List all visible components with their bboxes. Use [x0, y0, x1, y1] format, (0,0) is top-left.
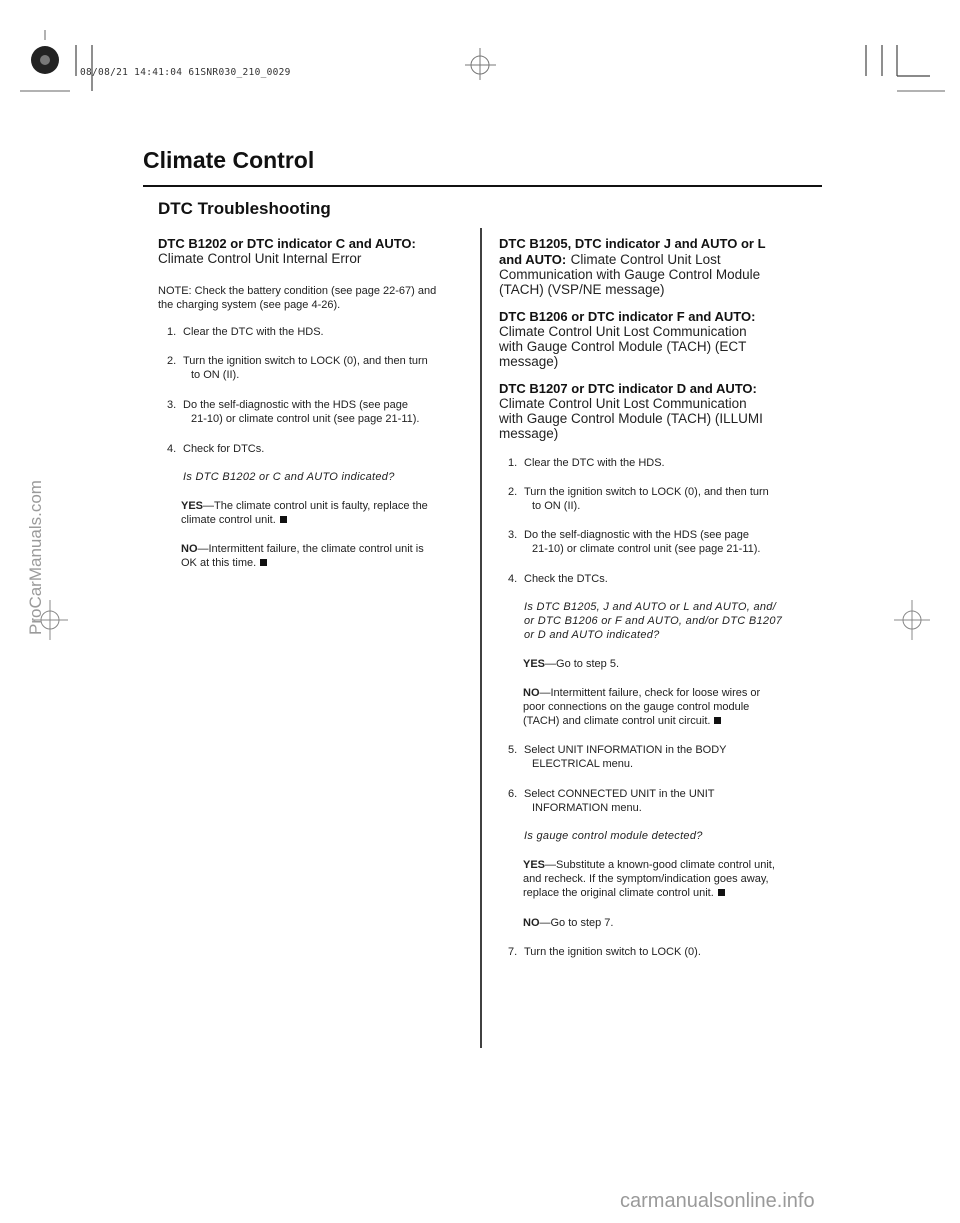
step-item: 7. Turn the ignition switch to LOCK (0). — [508, 946, 701, 958]
yes-answer: YES—Substitute a known-good climate control unit, — [523, 859, 775, 871]
end-mark-icon — [714, 717, 721, 724]
yes-answer-cont: replace the original climate control unit. — [523, 886, 725, 900]
note-line: the charging system (see page 4-26). — [158, 299, 341, 311]
step-item: 1. Clear the DTC with the HDS. — [167, 326, 324, 338]
yes-answer-cont: climate control unit. — [181, 513, 287, 527]
dtc-subheading: message) — [499, 426, 559, 441]
end-mark-icon — [718, 889, 725, 896]
no-answer: NO—Go to step 7. — [523, 917, 614, 929]
dtc-subheading: message) — [499, 354, 559, 369]
question: Is DTC B1205, J and AUTO or L and AUTO, and/ — [524, 601, 777, 613]
end-mark-icon — [260, 559, 267, 566]
dtc-heading: DTC B1202 or DTC indicator C and AUTO: — [158, 236, 416, 251]
end-mark-icon — [280, 516, 287, 523]
step-item: 2. Turn the ignition switch to LOCK (0), and then turn to ON (II). — [167, 355, 428, 381]
step-item: 4. Check for DTCs. — [167, 443, 265, 455]
watermark-side: ProCarManuals.com — [26, 480, 45, 635]
question: or D and AUTO indicated? — [524, 629, 660, 641]
no-answer-cont: OK at this time. — [181, 556, 267, 570]
step-item: 3. Do the self-diagnostic with the HDS (see page 21-10) or climate control unit (see page 21-11). — [167, 399, 420, 425]
print-stamp: 08/08/21 14:41:04 61SNR030_210_0029 — [80, 67, 291, 78]
yes-answer: YES—The climate control unit is faulty, replace the — [181, 500, 428, 512]
step-item: 1. Clear the DTC with the HDS. — [508, 457, 665, 469]
step-item: 4. Check the DTCs. — [508, 573, 608, 585]
section-title: DTC Troubleshooting — [158, 199, 331, 218]
dtc-subheading: Climate Control Unit Lost Communication — [499, 324, 747, 339]
dtc-subheading: Climate Control Unit Internal Error — [158, 251, 362, 266]
question: Is DTC B1202 or C and AUTO indicated? — [183, 471, 395, 483]
step-item: 6. Select CONNECTED UNIT in the UNIT INFORMATION menu. — [508, 788, 715, 814]
dtc-subheading: Climate Control Unit Lost Communication — [499, 396, 747, 411]
dtc-subheading: (TACH) (VSP/NE message) — [499, 282, 665, 297]
page-title: Climate Control — [143, 147, 315, 173]
dtc-subheading: with Gauge Control Module (TACH) (ILLUMI — [499, 411, 763, 426]
no-answer: NO—Intermittent failure, check for loose wires or — [523, 687, 761, 699]
note-line: NOTE: Check the battery condition (see page 22-67) and — [158, 285, 437, 297]
dtc-subheading: Communication with Gauge Control Module — [499, 267, 761, 282]
yes-answer-cont: and recheck. If the symptom/indication goes away, — [523, 873, 769, 885]
yes-answer: YES—Go to step 5. — [523, 658, 619, 670]
no-answer-cont: (TACH) and climate control unit circuit. — [523, 714, 721, 728]
question: Is gauge control module detected? — [524, 830, 703, 842]
no-answer-cont: poor connections on the gauge control module — [523, 701, 750, 713]
step-item: 2. Turn the ignition switch to LOCK (0), and then turn to ON (II). — [508, 486, 769, 512]
dtc-heading: DTC B1206 or DTC indicator F and AUTO: — [499, 309, 756, 324]
no-answer: NO—Intermittent failure, the climate control unit is — [181, 543, 424, 555]
dtc-heading: DTC B1205, DTC indicator J and AUTO or L — [499, 236, 766, 251]
step-item: 5. Select UNIT INFORMATION in the BODY ELECTRICAL menu. — [508, 744, 727, 770]
dtc-subheading: with Gauge Control Module (TACH) (ECT — [499, 339, 747, 354]
step-item: 3. Do the self-diagnostic with the HDS (see page 21-10) or climate control unit (see page 21-11). — [508, 529, 761, 555]
watermark-bottom: carmanualsonline.info — [620, 1190, 815, 1212]
dtc-heading: DTC B1207 or DTC indicator D and AUTO: — [499, 381, 757, 396]
question: or DTC B1206 or F and AUTO, and/or DTC B1207 — [524, 615, 783, 627]
dtc-heading-line2: and AUTO: Climate Control Unit Lost — [499, 252, 721, 267]
